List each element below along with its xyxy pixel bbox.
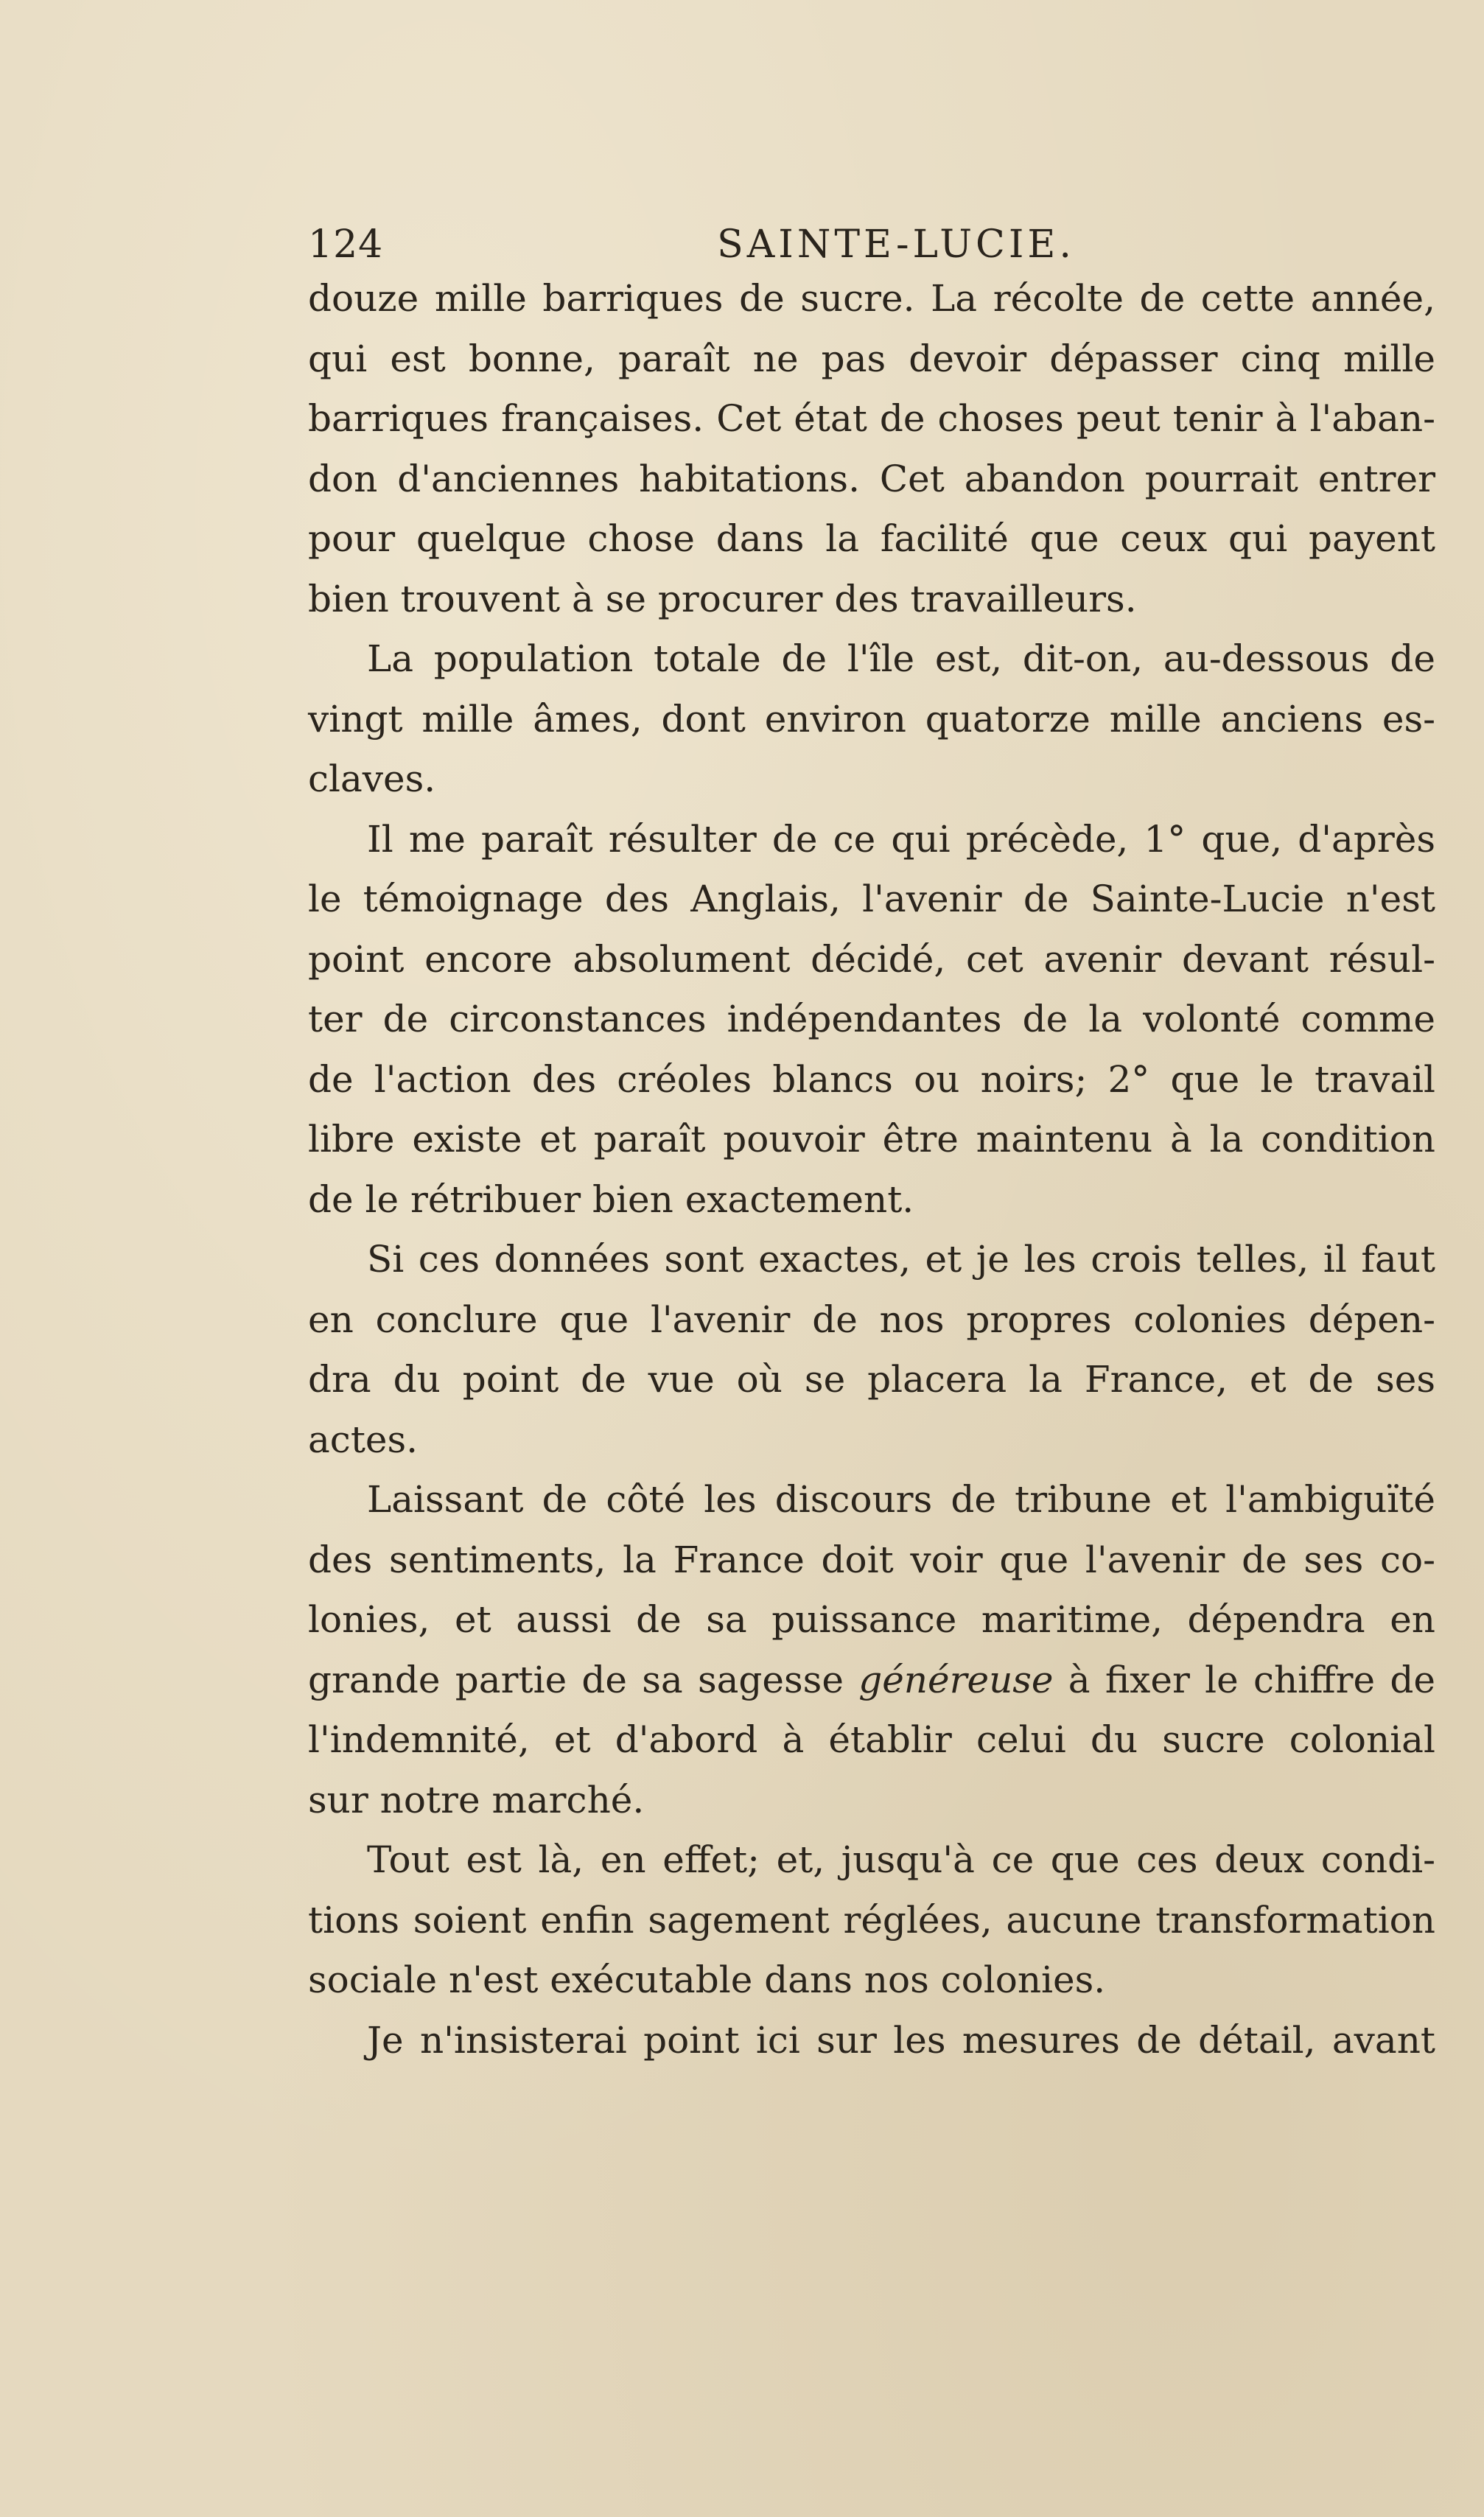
- text-line: l'indemnité, et d'abord à établir celui du sucre colonial: [308, 1718, 1435, 1761]
- text-line: point encore absolument décidé, cet avenir devant résul-: [308, 937, 1435, 981]
- text-line: ter de circonstances indépendantes de la volonté comme: [308, 998, 1435, 1040]
- page-number: 124: [308, 223, 384, 267]
- text-line: de le rétribuer bien exactement.: [308, 1177, 914, 1221]
- italic-word: généreuse: [858, 1658, 1054, 1701]
- text-line: La population totale de l'île est, dit-on, au-dessous de: [367, 637, 1435, 680]
- text-line: lonies, et aussi de sa puissance maritime, dépendra en: [308, 1598, 1435, 1641]
- text-line-with-italic: [308, 1650, 1435, 1711]
- text-line: vingt mille âmes, dont environ quatorze mille anciens es-: [308, 697, 1435, 741]
- text-line: bien trouvent à se procurer des travailleurs.: [308, 577, 1137, 620]
- text-line: Laissant de côté les discours de tribune et l'ambiguïté: [367, 1478, 1435, 1521]
- text-line: claves.: [308, 757, 436, 800]
- text-line: Je n'insisterai point ici sur les mesures de détail, avant: [367, 2018, 1435, 2062]
- text-line: Si ces données sont exactes, et je les crois telles, il faut: [367, 1238, 1435, 1281]
- body-text: [308, 269, 1435, 2070]
- text-line: pour quelque chose dans la facilité que ceux qui payent: [308, 517, 1435, 560]
- text-line: qui est bonne, paraît ne pas devoir dépasser cinq mille: [308, 337, 1435, 380]
- text-line: tions soient enfin sagement réglées, aucune transformation: [308, 1898, 1435, 1942]
- text-line: des sentiments, la France doit voir que l'avenir de ses co-: [308, 1538, 1435, 1581]
- text-segment: à fixer le chiffre de: [1053, 1658, 1435, 1701]
- text-line: dra du point de vue où se placera la France, et de ses: [308, 1358, 1435, 1401]
- text-line: sur notre marché.: [308, 1778, 645, 1821]
- text-line: Il me paraît résulter de ce qui précède, 1° que, d'après: [367, 817, 1435, 861]
- text-line: libre existe et paraît pouvoir être maintenu à la condition: [308, 1118, 1435, 1161]
- text-line: le témoignage des Anglais, l'avenir de Sainte-Lucie n'est: [308, 878, 1435, 920]
- text-line: barriques françaises. Cet état de choses peut tenir à l'aban-: [308, 397, 1435, 440]
- text-line: Tout est là, en effet; et, jusqu'à ce que ces deux condi-: [367, 1838, 1435, 1881]
- text-line: sociale n'est exécutable dans nos colonies.: [308, 1958, 1106, 2001]
- text-segment: grande partie de sa sagesse: [308, 1658, 859, 1701]
- text-line: don d'anciennes habitations. Cet abandon pourrait entrer: [308, 457, 1435, 500]
- text-line: actes.: [308, 1418, 419, 1461]
- text-line: de l'action des créoles blancs ou noirs; 2° que le travail: [308, 1057, 1435, 1101]
- text-line: douze mille barriques de sucre. La récolte de cette année,: [308, 277, 1435, 320]
- page-header: [308, 215, 1440, 274]
- running-title: SAINTE-LUCIE.: [717, 223, 1075, 267]
- text-line: en conclure que l'avenir de nos propres colonies dépen-: [308, 1298, 1435, 1341]
